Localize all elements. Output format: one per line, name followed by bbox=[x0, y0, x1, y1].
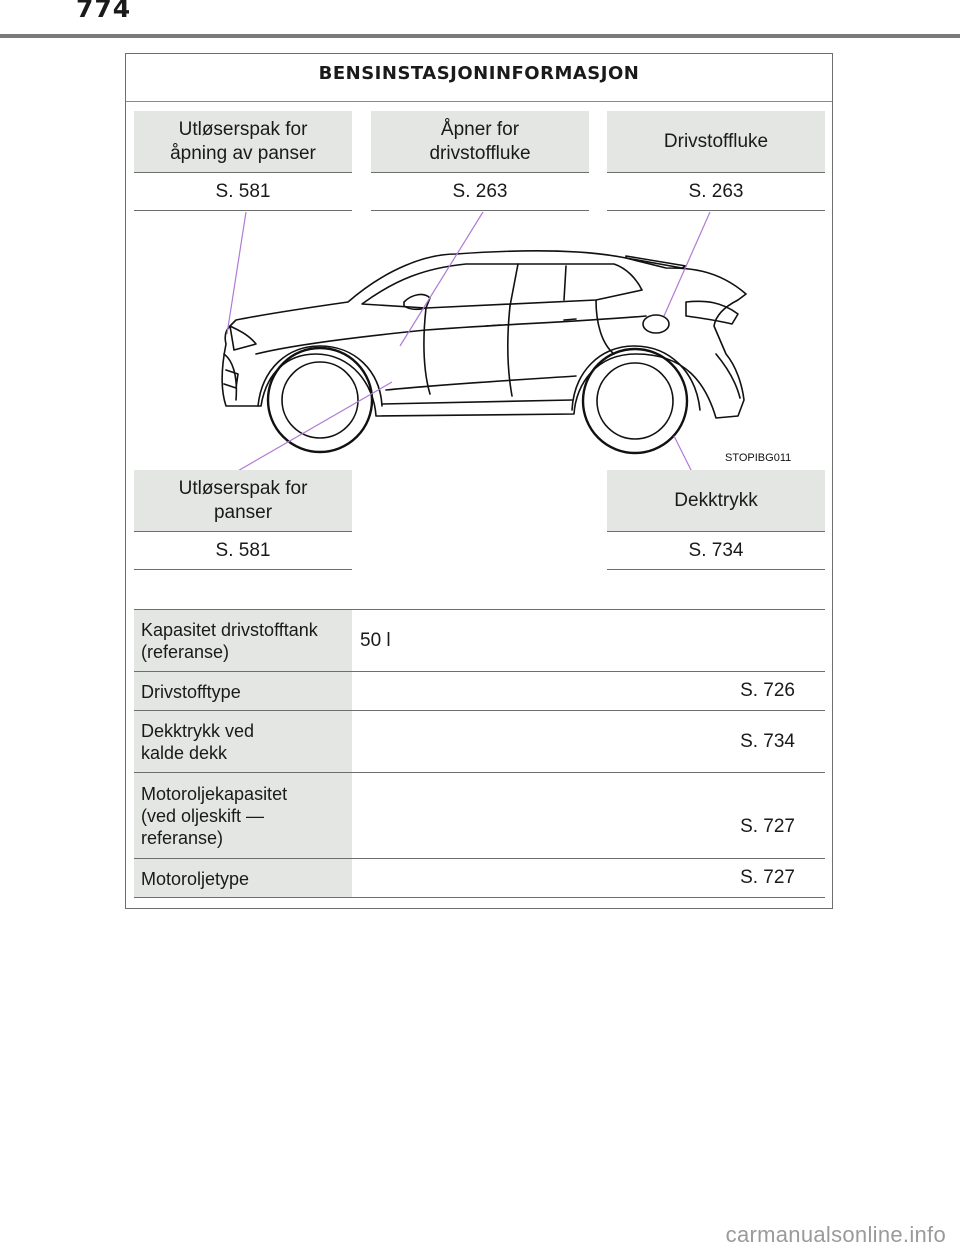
spec-page-ref: S. 727 bbox=[740, 816, 795, 838]
spec-label: Motoroljekapasitet (ved oljeskift — referanse) bbox=[134, 773, 352, 858]
door-handle bbox=[564, 319, 576, 320]
callout-label: Utløserspak for åpning av panser bbox=[134, 111, 352, 173]
spec-label: Drivstofftype bbox=[134, 672, 352, 710]
figure-code: STOPIBG011 bbox=[725, 452, 792, 464]
spec-value bbox=[352, 773, 825, 858]
spec-row-engine-oil-type bbox=[134, 859, 825, 898]
callout-label: Drivstoffluke bbox=[607, 111, 825, 173]
spec-value bbox=[352, 711, 825, 772]
car-door-line bbox=[596, 300, 614, 354]
spec-table bbox=[134, 609, 825, 898]
spec-page-ref: S. 726 bbox=[740, 680, 795, 701]
car-front-bumper bbox=[224, 354, 236, 400]
header-rule bbox=[0, 34, 960, 38]
callout-label: Åpner for drivstoffluke bbox=[371, 111, 589, 173]
spec-page-ref: S. 727 bbox=[740, 867, 795, 888]
spec-row-fuel-tank-capacity bbox=[134, 610, 825, 672]
spec-label: Kapasitet drivstofftank (referanse) bbox=[134, 610, 352, 671]
spec-value bbox=[352, 859, 825, 897]
car-sill bbox=[386, 376, 576, 390]
car-door-line bbox=[424, 308, 430, 394]
spec-row-fuel-type bbox=[134, 672, 825, 711]
section-title: BENSINSTASJONINFORMASJON bbox=[126, 54, 832, 102]
callout-fuel-door bbox=[607, 111, 825, 211]
spec-value bbox=[352, 672, 825, 710]
callout-hood-open-lever bbox=[134, 111, 352, 211]
spec-row-cold-tire-pressure bbox=[134, 711, 825, 773]
leader-fuel-door-opener bbox=[400, 212, 483, 346]
door-handle bbox=[486, 325, 500, 326]
callout-page-ref: S. 581 bbox=[134, 532, 352, 570]
spec-label: Motoroljetype bbox=[134, 859, 352, 897]
callout-label: Utløserspak for panser bbox=[134, 470, 352, 532]
callout-page-ref: S. 263 bbox=[371, 173, 589, 211]
callout-page-ref: S. 263 bbox=[607, 173, 825, 211]
car-door-line bbox=[508, 306, 512, 396]
car-pillar bbox=[510, 264, 518, 306]
spec-row-engine-oil-capacity bbox=[134, 773, 825, 859]
callout-tire-pressure bbox=[607, 470, 825, 570]
fuel-lid bbox=[643, 315, 669, 333]
callout-hood-lever bbox=[134, 470, 352, 570]
spec-label: Dekktrykk ved kalde dekk bbox=[134, 711, 352, 772]
front-rim bbox=[282, 362, 358, 438]
car-headlight bbox=[230, 326, 256, 350]
watermark: carmanualsonline.info bbox=[725, 1222, 946, 1247]
page-number: 774 bbox=[76, 0, 132, 23]
car-rear-bumper bbox=[716, 354, 740, 398]
front-wheel-arch bbox=[258, 346, 382, 406]
car-body-outline bbox=[222, 251, 746, 418]
car-pillar bbox=[564, 266, 566, 300]
callout-page-ref: S. 581 bbox=[134, 173, 352, 211]
callout-page-ref: S. 734 bbox=[607, 532, 825, 570]
callout-fuel-door-opener bbox=[371, 111, 589, 211]
spec-page-ref: S. 734 bbox=[740, 730, 795, 752]
car-sill bbox=[382, 400, 572, 404]
rear-rim bbox=[597, 363, 673, 439]
spec-value bbox=[352, 610, 825, 671]
leader-tire-pressure bbox=[674, 436, 692, 472]
rear-tire bbox=[583, 349, 687, 453]
front-tire bbox=[268, 348, 372, 452]
leader-hood-open-lever bbox=[227, 212, 246, 334]
info-frame bbox=[125, 53, 833, 909]
callout-label: Dekktrykk bbox=[607, 470, 825, 532]
fuel-tank-capacity-value: 50 l bbox=[360, 630, 391, 651]
